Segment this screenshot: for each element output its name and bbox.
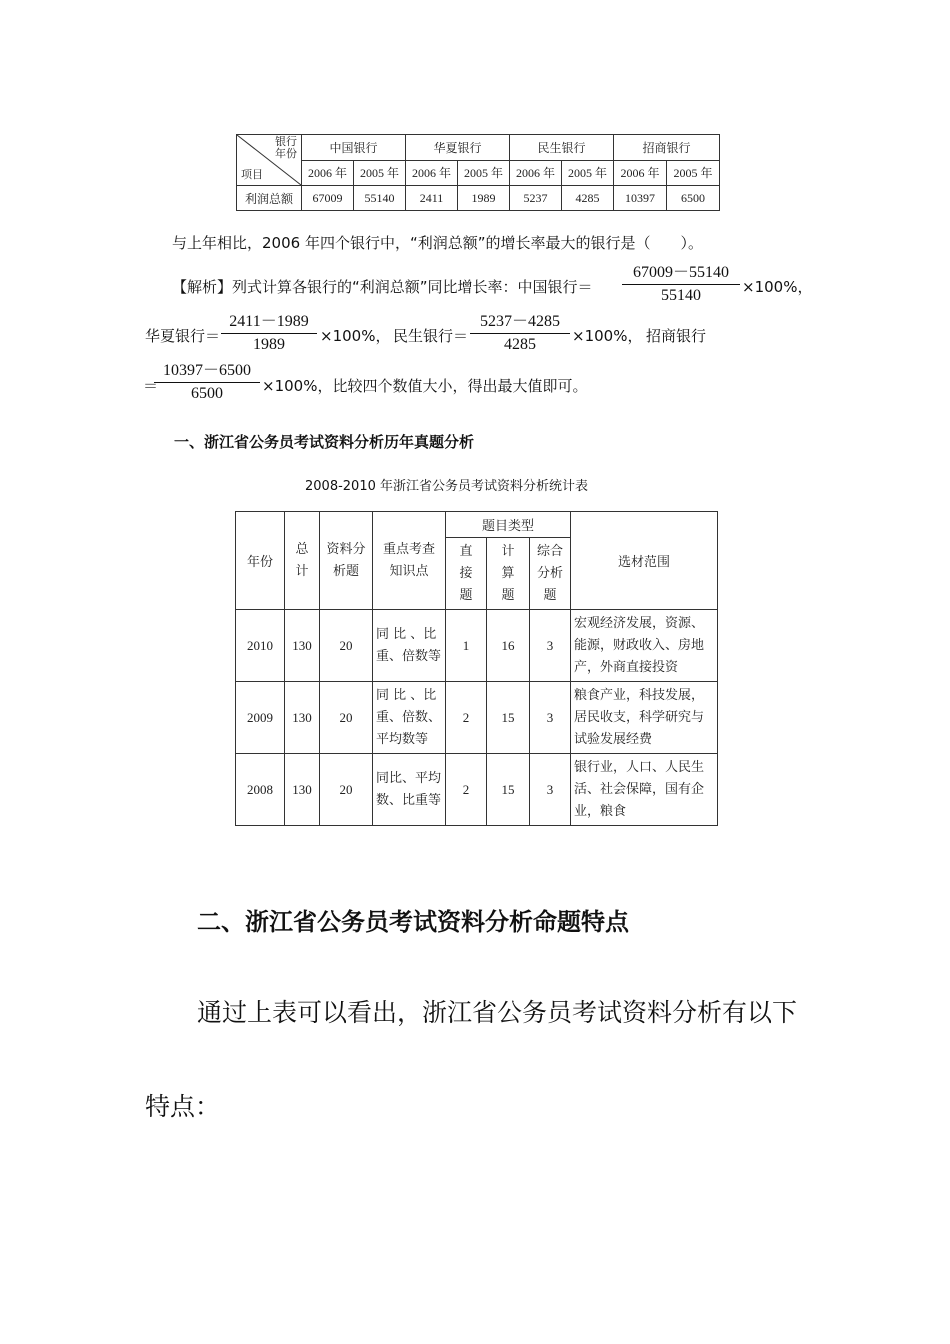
fraction-numerator: 67009－55140 <box>622 262 740 285</box>
year-header: 2006 年 <box>510 160 562 186</box>
header-total: 总计 <box>285 512 320 610</box>
bank-header: 招商银行 <box>614 135 720 161</box>
header-year: 年份 <box>236 512 285 610</box>
paragraph-line-1: 通过上表可以看出，浙江省公务员考试资料分析有以下 <box>197 998 798 1027</box>
header-calc: 计算题 <box>487 538 530 610</box>
corner-label-item: 项目 <box>241 169 263 181</box>
fraction-zhaoshang <box>154 360 260 405</box>
bank-label-zhaoshang: 招商银行 <box>646 327 707 345</box>
cell-year: 2009 <box>236 682 285 754</box>
header-comprehensive: 综合分析题 <box>530 538 571 610</box>
bank-label-minsheng: 民生银行＝ <box>393 327 469 345</box>
year-header: 2006 年 <box>406 160 458 186</box>
profit-value: 4285 <box>562 186 614 211</box>
year-header: 2005 年 <box>667 160 720 186</box>
year-header: 2006 年 <box>614 160 667 186</box>
fraction-numerator: 2411－1989 <box>221 311 317 334</box>
cell-scope: 银行业，人口、人民生活、社会保障，国有企业，粮食 <box>571 754 718 826</box>
row-label: 利润总额 <box>237 186 302 211</box>
fraction-denominator: 55140 <box>661 287 701 304</box>
bank-label-huaxia: 华夏银行＝ <box>145 327 221 345</box>
fraction-numerator: 5237－4285 <box>470 311 570 334</box>
question-text: 与上年相比，2006 年四个银行中，“利润总额”的增长率最大的银行是（ ）。 <box>172 234 703 252</box>
corner-label-bank: 银行 年份 <box>275 136 297 160</box>
cell-scope: 宏观经济发展，资源、能源，财政收入、房地产，外商直接投资 <box>571 610 718 682</box>
times-100: ×100%， <box>572 327 643 345</box>
year-header: 2005 年 <box>458 160 510 186</box>
cell-direct: 2 <box>446 754 487 826</box>
cell-calc: 15 <box>487 682 530 754</box>
bank-header: 中国银行 <box>302 135 406 161</box>
year-header: 2005 年 <box>562 160 614 186</box>
year-header: 2005 年 <box>354 160 406 186</box>
bank-header: 华夏银行 <box>406 135 510 161</box>
cell-scope: 粮食产业，科技发展，居民收支，科学研究与试验发展经费 <box>571 682 718 754</box>
cell-year: 2010 <box>236 610 285 682</box>
cell-calc: 16 <box>487 610 530 682</box>
fraction-denominator: 4285 <box>504 336 536 353</box>
bank-header: 民生银行 <box>510 135 614 161</box>
profit-value: 67009 <box>302 186 354 211</box>
cell-calc: 15 <box>487 754 530 826</box>
fraction-china <box>622 262 740 307</box>
analysis-intro: 【解析】列式计算各银行的“利润总额”同比增长率：中国银行＝ <box>172 278 593 296</box>
cell-total: 130 <box>285 754 320 826</box>
table-row <box>236 754 718 826</box>
profit-value: 6500 <box>667 186 720 211</box>
profit-value: 55140 <box>354 186 406 211</box>
cell-comp: 3 <box>530 754 571 826</box>
cell-data: 20 <box>320 682 373 754</box>
cell-total: 130 <box>285 610 320 682</box>
cell-comp: 3 <box>530 610 571 682</box>
stats-table-caption: 2008-2010 年浙江省公务员考试资料分析统计表 <box>305 479 588 494</box>
fraction-huaxia <box>221 311 317 356</box>
header-scope: 选材范围 <box>571 512 718 610</box>
header-focus: 重点考查知识点 <box>373 512 446 610</box>
cell-total: 130 <box>285 682 320 754</box>
cell-year: 2008 <box>236 754 285 826</box>
cell-data: 20 <box>320 754 373 826</box>
cell-comp: 3 <box>530 682 571 754</box>
bank-profit-table <box>236 134 720 211</box>
equals-sign: ＝ <box>143 377 159 395</box>
cell-data: 20 <box>320 610 373 682</box>
cell-focus: 同比、平均数、比重等 <box>373 754 446 826</box>
fraction-denominator: 6500 <box>191 385 223 402</box>
analysis-conclusion: ×100%，比较四个数值大小，得出最大值即可。 <box>262 377 588 395</box>
cell-focus: 同 比 、比重、倍数、平均数等 <box>373 682 446 754</box>
paragraph-line-2: 特点： <box>145 1092 221 1121</box>
header-direct: 直接题 <box>446 538 487 610</box>
fraction-minsheng <box>470 311 570 356</box>
cell-focus: 同 比 、比重、倍数等 <box>373 610 446 682</box>
times-100: ×100%， <box>742 278 813 296</box>
cell-direct: 1 <box>446 610 487 682</box>
section-2-title: 二、浙江省公务员考试资料分析命题特点 <box>197 908 629 936</box>
exam-stats-table <box>235 511 718 826</box>
profit-value: 1989 <box>458 186 510 211</box>
year-header: 2006 年 <box>302 160 354 186</box>
diagonal-header-cell <box>237 135 302 186</box>
profit-value: 2411 <box>406 186 458 211</box>
profit-value: 10397 <box>614 186 667 211</box>
times-100: ×100%， <box>320 327 391 345</box>
cell-direct: 2 <box>446 682 487 754</box>
fraction-numerator: 10397－6500 <box>154 360 260 383</box>
table-row <box>236 682 718 754</box>
profit-value: 5237 <box>510 186 562 211</box>
header-question-types: 题目类型 <box>446 512 571 538</box>
header-data-questions: 资料分析题 <box>320 512 373 610</box>
fraction-denominator: 1989 <box>253 336 285 353</box>
table-row <box>236 610 718 682</box>
section-1-title: 一、浙江省公务员考试资料分析历年真题分析 <box>174 433 475 451</box>
